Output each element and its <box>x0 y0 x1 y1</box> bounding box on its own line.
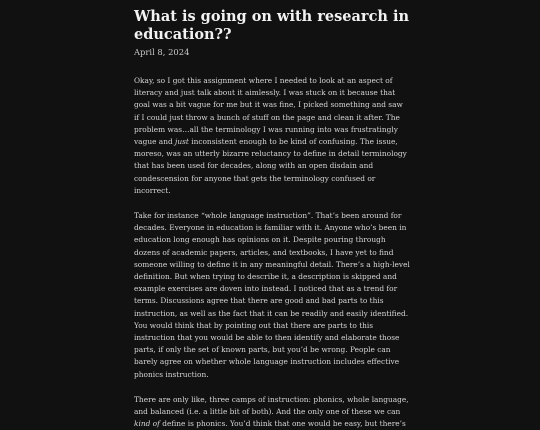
post-date: April 8, 2024 <box>134 47 190 57</box>
paragraph-1-emphasis: just <box>175 137 189 147</box>
paragraph-1-text-b: inconsistent enough to be kind of confusing. The issue, moreso, was an utterly bizarre reluctancy to define in detail terminology that has been used for decades, along with an open disdain and condescension for anyone that gets the terminology confused or incorrect. <box>134 137 407 195</box>
post-title: What is going on with research in education?? <box>134 8 410 43</box>
blog-post <box>134 8 410 430</box>
paragraph-3-emphasis: kind of <box>134 419 160 429</box>
post-paragraph-3 <box>134 394 410 430</box>
paragraph-3-text-a: There are only like, three camps of instruction: phonics, whole language, and balanced (i.e. a little bit of both). And the only one of these we can <box>134 394 409 417</box>
post-paragraph-2: Take for instance “whole language instruction”. That’s been around for decades. Everyone in education is familiar with it. Anyone who’s been in education long enough has opinions on it. Despite pouring through dozens of academic papers, articles, and textbooks, I have yet to find someone willing to define it in any meaningful detail. There’s a high-level definition. But when trying to describe it, a description is skipped and example exercises are doven into instead. I noticed that as a trend for terms. Discussions agree that there are good and bad parts to this instruction, as well as the fact that it can be readily and easily identified. You would think that by pointing out that there are parts to this instruction that you would be able to then identify and elaborate those parts, if only the set of known parts, but you’d be wrong. People can barely agree on whether whole language instruction includes effective phonics instruction. <box>134 211 410 379</box>
paragraph-1-text-a: Okay, so I got this assignment where I needed to look at an aspect of literacy and just talk about it aimlessly. I was stuck on it because that goal was a bit vague for me but it was fine, I picked something and saw if I could just throw a bunch of stuff on the page and clean it after. The problem was…all the terminology I was running into was frustratingly vague and <box>134 76 403 147</box>
post-paragraph-1 <box>134 75 410 197</box>
paragraph-3-text-b: define is phonics. You’d think that one would be easy, but there’s <box>159 419 406 429</box>
